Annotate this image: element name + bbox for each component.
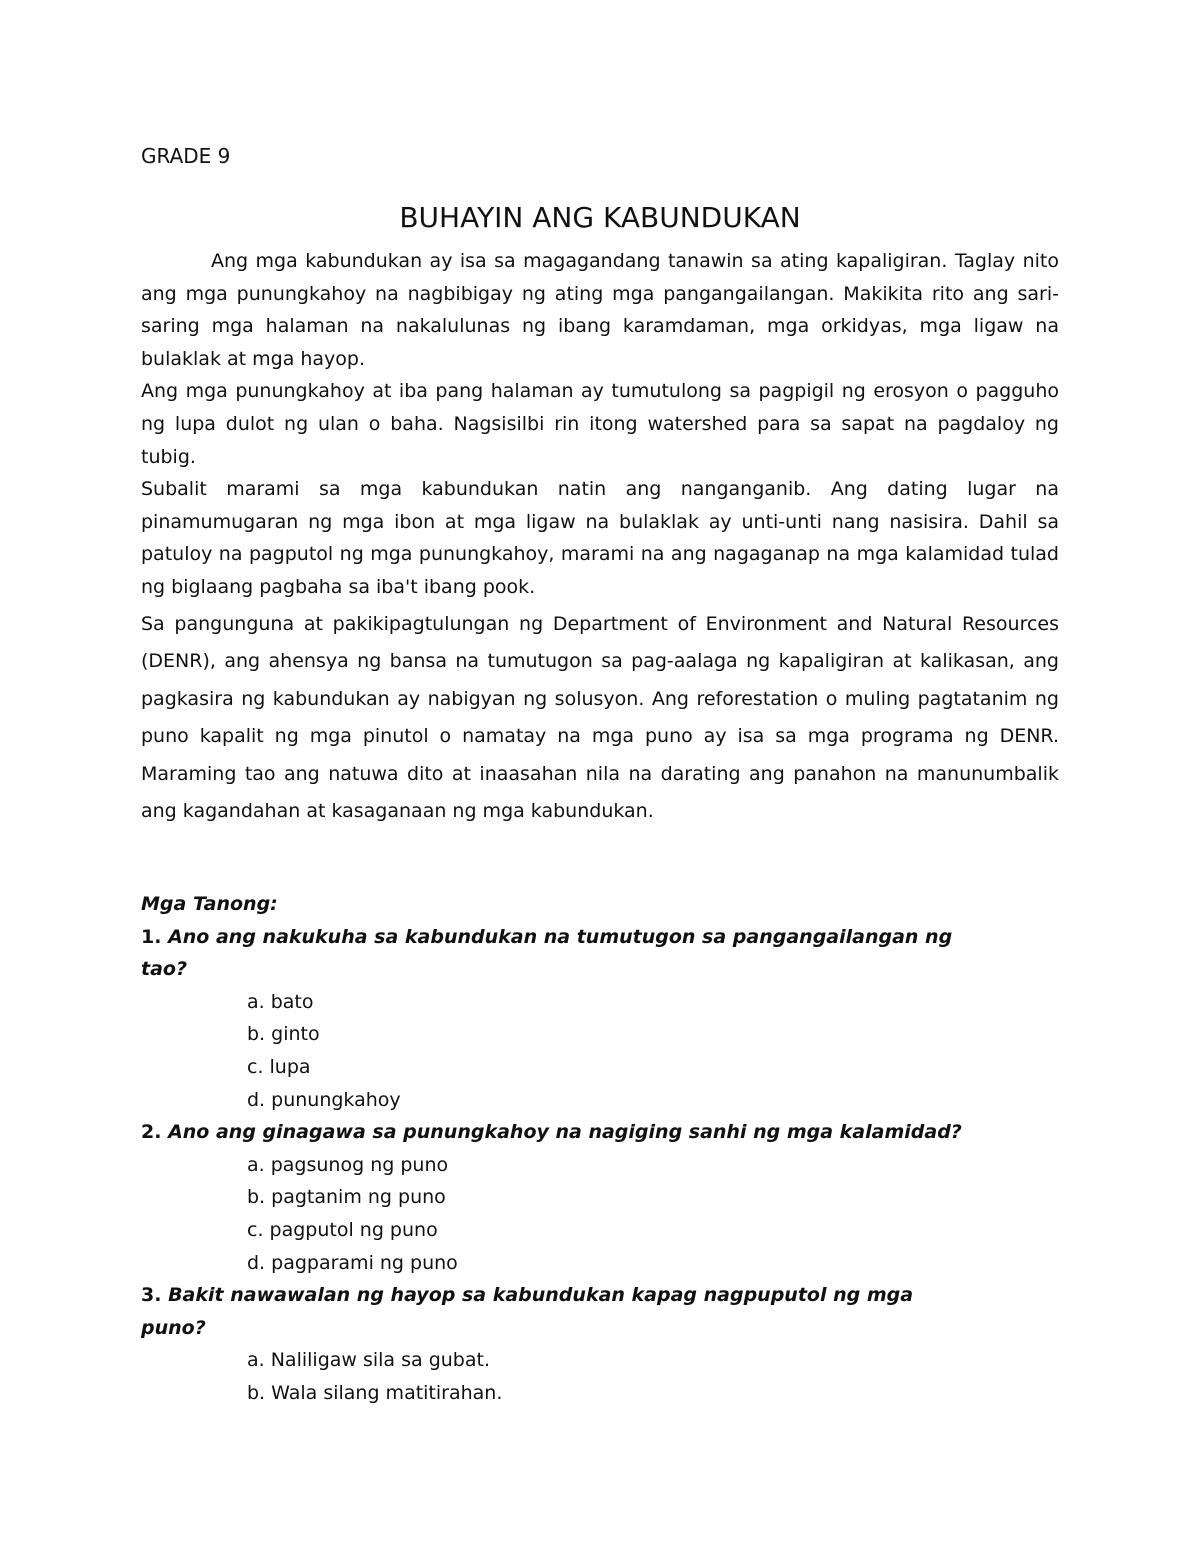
answer-option: c. lupa [247, 1055, 311, 1078]
questions-section [141, 888, 1059, 1410]
answer-option: b. Wala silang matitirahan. [247, 1381, 503, 1404]
paragraph: Subalit marami sa mga kabundukan natin ang nanganganib. Ang dating lugar na pinamumugaran ng mga ibon at mga ligaw na bulaklak ay unti-unti nang nasisira. Dahil sa patuloy na pagputol ng mga punungkahoy, marami na ang nagaganap na mga kalamidad tulad ng biglaang pagbaha sa iba't ibang pook. [141, 478, 1059, 598]
reading-passage [141, 245, 1059, 831]
answer-option: b. ginto [247, 1023, 320, 1046]
question-text: Bakit nawawalan ng hayop sa kabundukan kapag nagpuputol ng mga [168, 1284, 914, 1307]
page-title: BUHAYIN ANG KABUNDUKAN [399, 201, 801, 234]
answer-option: d. pagparami ng puno [247, 1251, 458, 1274]
grade-label: GRADE 9 [141, 144, 231, 168]
question-text: Ano ang ginagawa sa punungkahoy na nagiging sanhi ng mga kalamidad? [168, 1121, 962, 1144]
answer-option: c. pagputol ng puno [247, 1218, 438, 1241]
answer-option: b. pagtanim ng puno [247, 1186, 446, 1209]
answer-option: a. Naliligaw sila sa gubat. [247, 1349, 490, 1372]
question-text-continued: puno? [141, 1316, 206, 1339]
question-number: 3. [141, 1284, 162, 1307]
question-number: 2. [141, 1121, 162, 1144]
paragraph: Ang mga kabundukan ay isa sa magagandang tanawin sa ating kapaligiran. Taglay nito ang mga punungkahoy na nagbibigay ng ating mga pangangailangan. Makikita rito ang sari-saring mga halaman na nakalulunas ng ibang karamdaman, mga orkidyas, mga ligaw na bulaklak at mga hayop. [141, 250, 1059, 370]
paragraph: Sa pangunguna at pakikipagtulungan ng Department of Environment and Natural Resources (DENR), ang ahensya ng bansa na tumutugon sa pag-aalaga ng kapaligiran at kalikasan, ang pagkasira ng kabundukan ay nabigyan ng solusyon. Ang reforestation o muling pagtatanim ng puno kapalit ng mga pinutol o namatay na mga puno ay isa sa mga programa ng DENR. Maraming tao ang natuwa dito at inaasahan nila na darating ang panahon na manunumbalik ang kagandahan at kasaganaan ng mga kabundukan. [141, 612, 1059, 823]
question-number: 1. [141, 925, 162, 948]
question-text-continued: tao? [141, 958, 187, 981]
question [141, 921, 1059, 986]
question [141, 1116, 1059, 1149]
paragraph: Ang mga punungkahoy at iba pang halaman ay tumutulong sa pagpigil ng erosyon o pagguho ng lupa dulot ng ulan o baha. Nagsisilbi rin itong watershed para sa sapat na pagdaloy ng tubig. [141, 380, 1059, 468]
answer-option: a. bato [247, 990, 314, 1013]
answer-option: a. pagsunog ng puno [247, 1153, 449, 1176]
questions-heading: Mga Tanong: [141, 893, 278, 915]
question [141, 1279, 1059, 1344]
answer-option: d. punungkahoy [247, 1088, 401, 1111]
question-text: Ano ang nakukuha sa kabundukan na tumutugon sa pangangailangan ng [168, 925, 953, 948]
